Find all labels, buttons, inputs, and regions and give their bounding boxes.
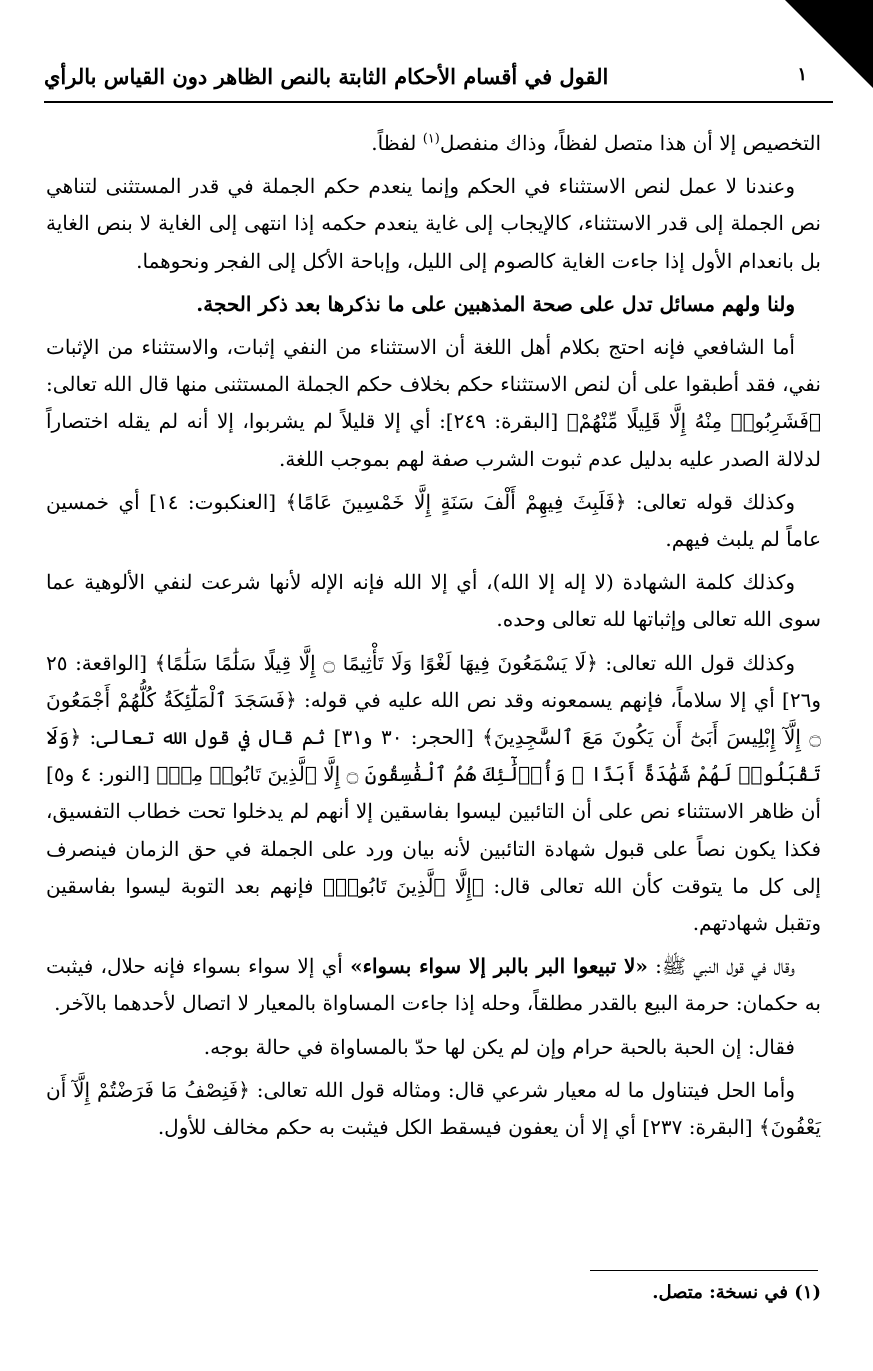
body-text [46,125,821,1152]
page-header [44,60,833,98]
paragraph-9: فقال: إن الحبة بالحبة حرام وإن لم يكن لها حدّ بالمساواة في حالة بوجه. [203,1034,795,1059]
paragraph-1-text: التخصيص إلا أن هذا متصل لفظاً، وذاك منفصل [439,131,821,155]
paragraph-10: وأما الحل فيتناول ما له معيار شرعي قال: ومثاله قول الله تعالى: ﴿فَنِصْفُ مَا فَرَضْتُمْ إِلَّآ أَن يَعْفُونَ﴾ [البقرة: ٢٣٧] أي إلا أن يعفون فيسقط الكل فيثبت به حكم مخالف للأول. [46,1077,821,1140]
footnote-reference: (١) [422,131,440,147]
paragraph-2: وعندنا لا عمل لنص الاستثناء في الحكم وإنما ينعدم حكم الجملة في قدر المستثنى لتناهي نص الجملة إلى قدر الاستثناء، كالإيجاب إلى غاية ينعدم حكمه إذا انتهى إلى الغاية لا بنص الغاية بل بانعدام الأول إذا جاءت الغاية كالصوم إلى الليل، وإباحة الأكل إلى الفجر ونحوهما. [46,174,821,273]
footnote-text: في نسخة: متصل. [652,1282,788,1303]
footnote-rule [590,1270,818,1271]
paragraph-8-rest: أي إلا سواء بسواء فإنه حلال، فيثبت به حكمان: حرمة البيع بالقدر مطلقاً، وحله إذا جاءت المساواة بالمعيار لا اتصال لأحدهما بالآخر. [46,954,821,1016]
header-rule [44,101,833,103]
paragraph-8 [46,948,821,1022]
hadith-quote: «لا تبيعوا البر بالبر إلا سواء بسواء» [350,954,648,979]
paragraph-8-lead: وقال في قول النبي ﷺ: [647,954,795,979]
paragraph-1-end: لفظاً. [371,131,423,155]
paragraph-3: ولنا ولهم مسائل تدل على صحة المذهبين على ما نذكرها بعد ذكر الحجة. [196,291,795,316]
paragraph-1 [46,125,821,162]
paragraph-4: أما الشافعي فإنه احتج بكلام أهل اللغة أن الاستثناء من النفي إثبات، والاستثناء من الإثبات نفي، فقد أطبقوا على أن لنص الاستثناء حكم بخلاف حكم الجملة المستثنى منها قال الله تعالى: ﴿فَشَرِبُوا۟ مِنْهُ إِلَّا قَلِيلًا مِّنْهُمْ﴾ [البقرة: ٢٤٩]: أي إلا قليلاً لم يشربوا، إلا أنه لم يقله اختصاراً لدلالة الصدر عليه بدليل عدم ثبوت الشرب صفة لهم بموجب اللغة. [46,335,821,471]
paragraph-6: وكذلك كلمة الشهادة (لا إله إلا الله)، أي إلا الله فإنه الإله لأنها شرعت لنفي الألوهية عما سوى الله تعالى وإثباتها لله تعالى وحده. [46,570,821,632]
footnote [46,1282,821,1303]
running-title: القول في أقسام الأحكام الثابتة بالنص الظاهر دون القياس بالرأي [44,64,609,89]
page-number: ١ [797,64,807,85]
paragraph-7: وكذلك قول الله تعالى: ﴿لَا يَسْمَعُونَ فِيهَا لَغْوًا وَلَا تَأْثِيمًا ۝ إِلَّا قِيلًا سَلَٰمًا سَلَٰمًا﴾ [الواقعة: ٢٥ و٢٦] أي إلا سلاماً، فإنهم يسمعونه وقد نص الله عليه في قوله: ﴿فَسَجَدَ ٱلْمَلَٰٓئِكَةُ كُلُّهُمْ أَجْمَعُونَ ۝ إِلَّآ إِبْلِيسَ أَبَىٰٓ أَن يَكُونَ مَعَ ٱلسَّٰجِدِينَ﴾ [الحجر: ٣٠ و٣١] ثم قال في قول الله تعالى: ﴿وَلَا تَقْبَلُوا۟ لَهُمْ شَهَٰدَةً أَبَدًا ۚ وَأُو۟لَٰٓئِكَ هُمُ ٱلْفَٰسِقُونَ ۝ إِلَّا ٱلَّذِينَ تَابُوا۟ مِنۢ﴾ [النور: ٤ و٥] أن ظاهر الاستثناء نص على أن التائبين ليسوا بفاسقين إلا أنهم لم يدخلوا تحت خطاب التفسيق، فكذا يكون نصاً على قبول شهادة التائبين لأنه بيان ورد على الجملة في حق الزمان فينصرف إلى كل ما يتوقت كأن الله تعالى قال: ﴿إِلَّا ٱلَّذِينَ تَابُوا۟﴾ فإنهم بعد التوبة ليسوا بفاسقين وتقبل شهادتهم. [46,650,822,936]
paragraph-5: وكذلك قوله تعالى: ﴿فَلَبِثَ فِيهِمْ أَلْفَ سَنَةٍ إِلَّا خَمْسِينَ عَامًا﴾ [العنكبوت: ١٤] أي خمسين عاماً لم يلبث فيهم. [46,489,821,552]
footnote-marker: (١) [794,1282,821,1303]
